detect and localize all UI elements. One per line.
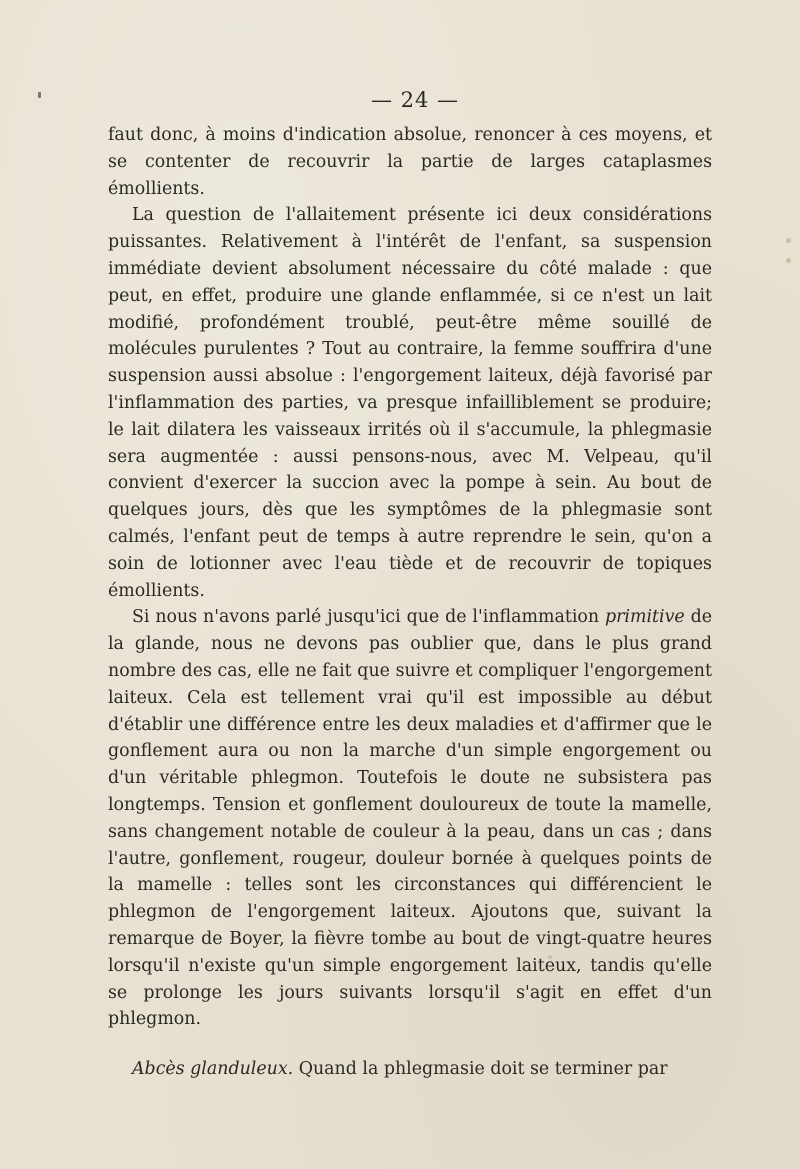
emphasized-word: primitive <box>604 607 685 628</box>
paragraph-inflammation-rest: de la glande, nous ne devons pas oublier que, dans le plus grand nombre des cas, elle ne fait que suivre et compliquer l'engorgement laiteux. Cela est tellement vrai qu'il est impossible au début d'établir une différence entre les deux maladies et d'affirmer que le gonflement aura ou non la marche d'un simple engorgement ou d'un véritable phlegmon. Toutefois le doute ne subsistera pas longtemps. Tension et gonflement douloureux de toute la mamelle, sans changement notable de couleur à la peau, dans un cas ; dans l'autre, gonflement, rougeur, douleur bornée à quelques points de la mamelle : telles sont les circonstances qui différencient le phlegmon de l'engorgement laiteux. Ajoutons que, suivant la remarque de Boyer, la fièvre tombe au bout de vingt-quatre heures lorsqu'il n'existe qu'un simple engorgement laiteux, tandis qu'elle se prolonge les jours suivants lorsqu'il s'agit en effet d'un phlegmon. <box>108 607 712 1030</box>
section-heading: Abcès glanduleux. <box>132 1059 294 1080</box>
body-text <box>108 122 712 1083</box>
paragraph-allaitement: La question de l'allaitement présente ici deux considérations puissantes. Relativement à l'intérêt de l'enfant, sa suspension immédiate devient absolument nécessaire du côté malade : que peut, en effet, produire une glande enflammée, si ce n'est un lait modifié, profondément troublé, peut-être même souillé de molécules purulentes ? Tout au contraire, la femme souffrira d'une suspension aussi absolue : l'engorgement laiteux, déjà favorisé par l'inflammation des parties, va presque infailliblement se produire; le lait dilatera les vaisseaux irrités où il s'accumule, la phlegmasie sera augmentée : aussi pensons-nous, avec M. Velpeau, qu'il convient d'exercer la succion avec la pompe à sein. Au bout de quelques jours, dès que les symptômes de la phlegmasie sont calmés, l'enfant peut de temps à autre reprendre le sein, qu'on a soin de lotionner avec l'eau tiède et de recouvrir de topiques émollients. <box>108 205 712 601</box>
paragraph-inflammation <box>108 604 712 1033</box>
paper-speck <box>786 238 791 243</box>
paper-speck <box>786 258 791 263</box>
section-abces-glanduleux <box>108 1056 712 1083</box>
paragraph-continuation: faut donc, à moins d'indication absolue, renoncer à ces moyens, et se contenter de recouvrir la partie de larges cataplasmes émollients. <box>108 125 712 199</box>
paragraph-inflammation-start: Si nous n'avons parlé jusqu'ici que de l'inflammation <box>132 607 605 628</box>
page-number: — 24 — <box>370 88 460 112</box>
section-text: Quand la phlegmasie doit se terminer par <box>293 1059 668 1080</box>
